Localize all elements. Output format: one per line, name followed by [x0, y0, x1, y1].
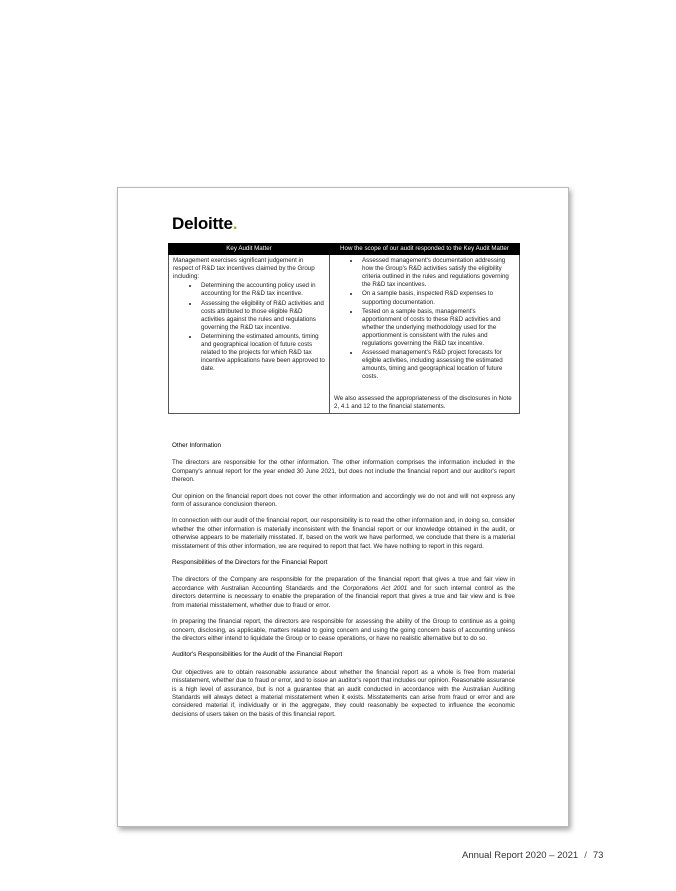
list-item: • Tested on a sample basis, management's apportionment of costs to these R&D activities and whether the underlying methodology used for the apportionment is consistent with the rules and regulations governing the R&D tax incentive.: [360, 308, 515, 348]
key-audit-matter-table: [168, 243, 520, 414]
other-information-heading: Other Information: [172, 442, 221, 449]
table-header-audit-response: How the scope of our audit responded to the Key Audit Matter: [330, 244, 520, 255]
page-footer: [462, 850, 603, 861]
deloitte-logo: Deloitte.: [172, 214, 238, 233]
footer-separator: /: [584, 850, 587, 861]
key-audit-matter-intro: Management exercises significant judgement in respect of R&D tax incentives claimed by the Group including:: [173, 257, 315, 281]
key-audit-matter-list: [173, 282, 325, 373]
page-number: 73: [592, 850, 604, 861]
list-item: • Determining the accounting policy used in accounting for the R&D tax incentive.: [199, 282, 325, 298]
other-information-paragraph: Our opinion on the financial report does not cover the other information and accordingly we do not and will not express any form of assurance conclusion thereon.: [172, 492, 515, 509]
audit-response-cell: [330, 255, 520, 414]
directors-responsibilities-paragraph: In preparing the financial report, the directors are responsible for assessing the ability of the Group to continue as a going concern, disclosing, as applicable, matters related to going concern and using the going concern basis of accounting unless the directors either intend to liquidate the Group or to cease operations, or have no realistic alternative but to do so.: [172, 618, 515, 642]
other-information-paragraph: In connection with our audit of the financial report, our responsibility is to read the other information and, in doing so, consider whether the other information is materially inconsistent with the financial report or our knowledge obtained in the audit, or otherwise appears to be materially misstated. If, based on the work we have performed, we conclude that there is a material misstatement of this other information, we are required to report that fact. We have nothing to report in this regard.: [172, 517, 515, 550]
list-item: • Determining the estimated amounts, timing and geographical location of future costs related to the projects for which R&D tax incentive applications have been approved to date.: [199, 333, 325, 373]
directors-responsibilities-paragraph: The directors of the Company are responsible for the preparation of the financial report that gives a true and fair view in accordance with Australian Accounting Standards and the Corporations Act 2001 and for such internal control as the directors determine is necessary to enable the preparation of the financial report that gives a true and fair view and is free from material misstatement, whether due to fraud or error.: [172, 576, 515, 609]
auditor-responsibilities-heading: Auditor's Responsibilities for the Audit of the Financial Report: [172, 651, 343, 659]
audit-response-outro: We also assessed the appropriateness of the disclosures in Note 2, 4.1 and 12 to the financial statements.: [334, 394, 512, 410]
list-item: • Assessed management's R&D project forecasts for eligible activities, including assessing the estimated amounts, timing and geographical location of future costs.: [360, 349, 515, 381]
list-item: • On a sample basis, inspected R&D expenses to supporting documentation.: [360, 290, 515, 306]
table-header-key-audit-matter: Key Audit Matter: [169, 244, 330, 255]
list-item: • Assessed management's documentation addressing how the Group's R&D activities satisfy the eligibility criteria outlined in the rules and regulations governing the R&D tax incentives.: [360, 257, 515, 289]
report-body: [172, 442, 515, 727]
report-page-image: [117, 187, 569, 827]
list-item: • Assessing the eligibility of R&D activities and costs attributed to those eligible R&D activities against the rules and regulations governing the R&D tax incentive.: [199, 300, 325, 332]
directors-responsibilities-heading: Responsibilities of the Directors for the Financial Report: [172, 559, 328, 567]
auditor-responsibilities-paragraph: Our objectives are to obtain reasonable assurance about whether the financial report as a whole is free from material misstatement, whether due to fraud or error, and to issue an auditor's report that includes our opinion. Reasonable assurance is a high level of assurance, but is not a guarantee that an audit conducted in accordance with the Australian Auditing Standards will always detect a material misstatement when it exists. Misstatements can arise from fraud or error and are considered material if, individually or in the aggregate, they could reasonably be expected to influence the economic decisions of users taken on the basis of this financial report.: [172, 668, 515, 718]
footer-report-title: Annual Report 2020 – 2021: [462, 850, 579, 861]
other-information-paragraph: The directors are responsible for the other information. The other information comprises the information included in the Company's annual report for the year ended 30 June 2021, but does not include the financial report and our auditor's report thereon.: [172, 459, 515, 484]
key-audit-matter-cell: [169, 255, 330, 414]
audit-response-list: [334, 257, 515, 381]
